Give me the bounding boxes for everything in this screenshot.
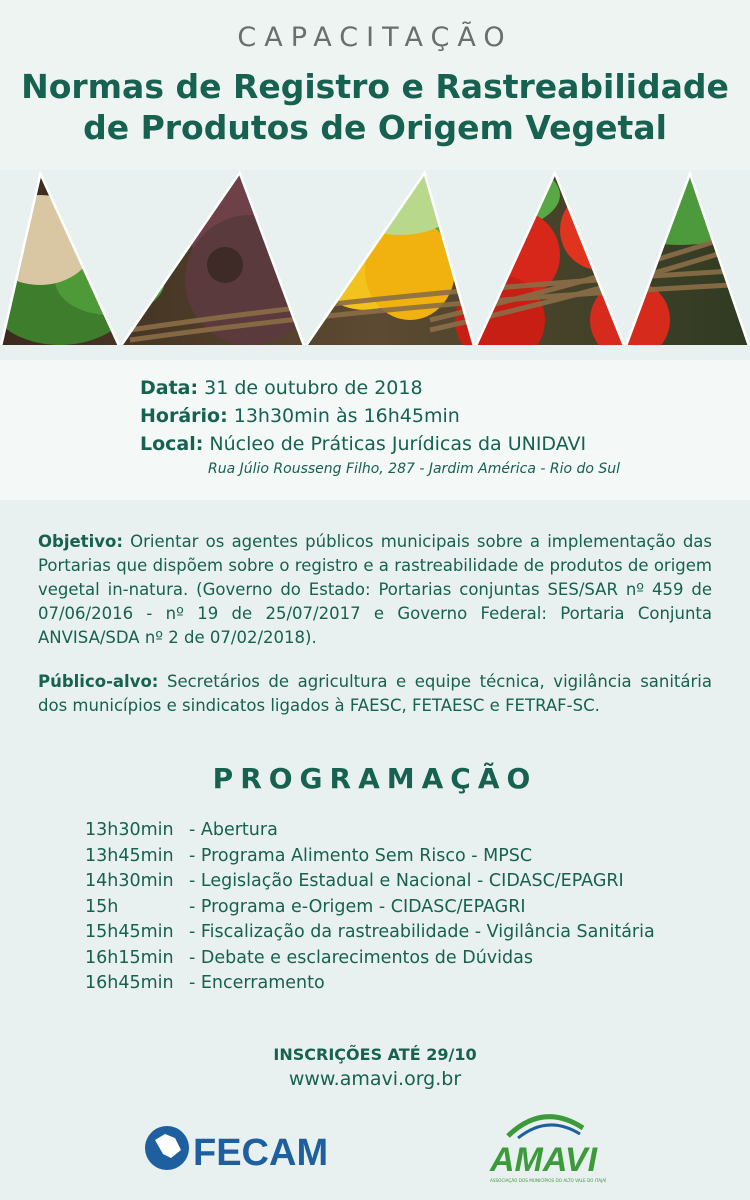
vegetables-illustration [0, 170, 750, 345]
schedule-time: 15h45min [85, 922, 174, 942]
title-line-2: de Produtos de Origem Vegetal [83, 108, 667, 147]
objective-text: Orientar os agentes públicos municipais sobre a implementação das Portarias que dispõem sobre o registro e a rastreabilidade de produtos de origem vegetal in-natura. (Governo do Estado: Portarias conjuntas SES/SAR nº 459 de 07/06/2016 - nº 19 de 25/07/2017 e Governo Federal: Portaria Conjunta ANVISA/SDA nº 2 de 07/02/2018). [38, 532, 712, 647]
amavi-logo-tagline: ASSOCIAÇÃO DOS MUNICÍPIOS DO ALTO VALE DO ITAJAÍ [490, 1178, 607, 1183]
amavi-logo-icon [488, 1108, 618, 1186]
header-title [0, 66, 750, 148]
schedule-time: 15h [85, 896, 119, 917]
schedule-item: - Legislação Estadual e Nacional - CIDASC/EPAGRI [189, 871, 624, 891]
schedule-item: - Abertura [189, 820, 278, 840]
amavi-logo [488, 1108, 618, 1186]
time-label: Horário: [140, 405, 228, 427]
event-date [140, 377, 423, 399]
date-value: 31 de outubro de 2018 [198, 377, 423, 399]
schedule-item: - Encerramento [189, 973, 325, 993]
fecam-logo-text: FECAM [193, 1132, 329, 1174]
schedule-time: 13h45min [85, 845, 174, 866]
schedule-item: - Fiscalização da rastreabilidade - Vigilância Sanitária [189, 922, 655, 942]
schedule-item: - Programa e-Origem - CIDASC/EPAGRI [189, 896, 526, 917]
audience-label: Público-alvo: [38, 672, 159, 691]
objective-label: Objetivo: [38, 532, 123, 551]
amavi-logo-text: AMAVI [490, 1141, 598, 1179]
audience-text: Secretários de agricultura e equipe técnica, vigilância sanitária dos municípios e sindicatos ligados à FAESC, FETAESC e FETRAF-SC. [38, 672, 712, 715]
objective-paragraph [38, 530, 712, 650]
fecam-logo [145, 1120, 345, 1180]
time-value: 13h30min às 16h45min [227, 405, 460, 427]
program-title: PROGRAMAÇÃO [212, 762, 538, 795]
schedule-time: 16h15min [85, 947, 174, 968]
event-time [140, 405, 460, 427]
registration-deadline: INSCRIÇÕES ATÉ 29/10 [273, 1045, 477, 1064]
place-value: Núcleo de Práticas Jurídicas da UNIDAVI [203, 433, 587, 455]
event-address: Rua Júlio Rousseng Filho, 287 - Jardim América - Rio do Sul [208, 461, 621, 477]
vegetables-banner [0, 170, 750, 345]
event-details [0, 360, 750, 500]
schedule-time: 13h30min [85, 820, 174, 840]
schedule-item: - Debate e esclarecimentos de Dúvidas [189, 947, 533, 968]
schedule-time: 16h45min [85, 973, 174, 993]
schedule-item: - Programa Alimento Sem Risco - MPSC [189, 845, 533, 866]
website-link[interactable]: www.amavi.org.br [288, 1068, 462, 1090]
header-kicker: CAPACITAÇÃO [237, 22, 513, 53]
place-label: Local: [140, 433, 204, 455]
date-label: Data: [140, 377, 199, 399]
audience-paragraph [38, 670, 712, 718]
title-line-1: Normas de Registro e Rastreabilidade [21, 67, 729, 106]
schedule-time: 14h30min [85, 871, 174, 891]
event-place [140, 433, 586, 455]
header [0, 0, 750, 170]
fecam-logo-icon [145, 1120, 345, 1180]
